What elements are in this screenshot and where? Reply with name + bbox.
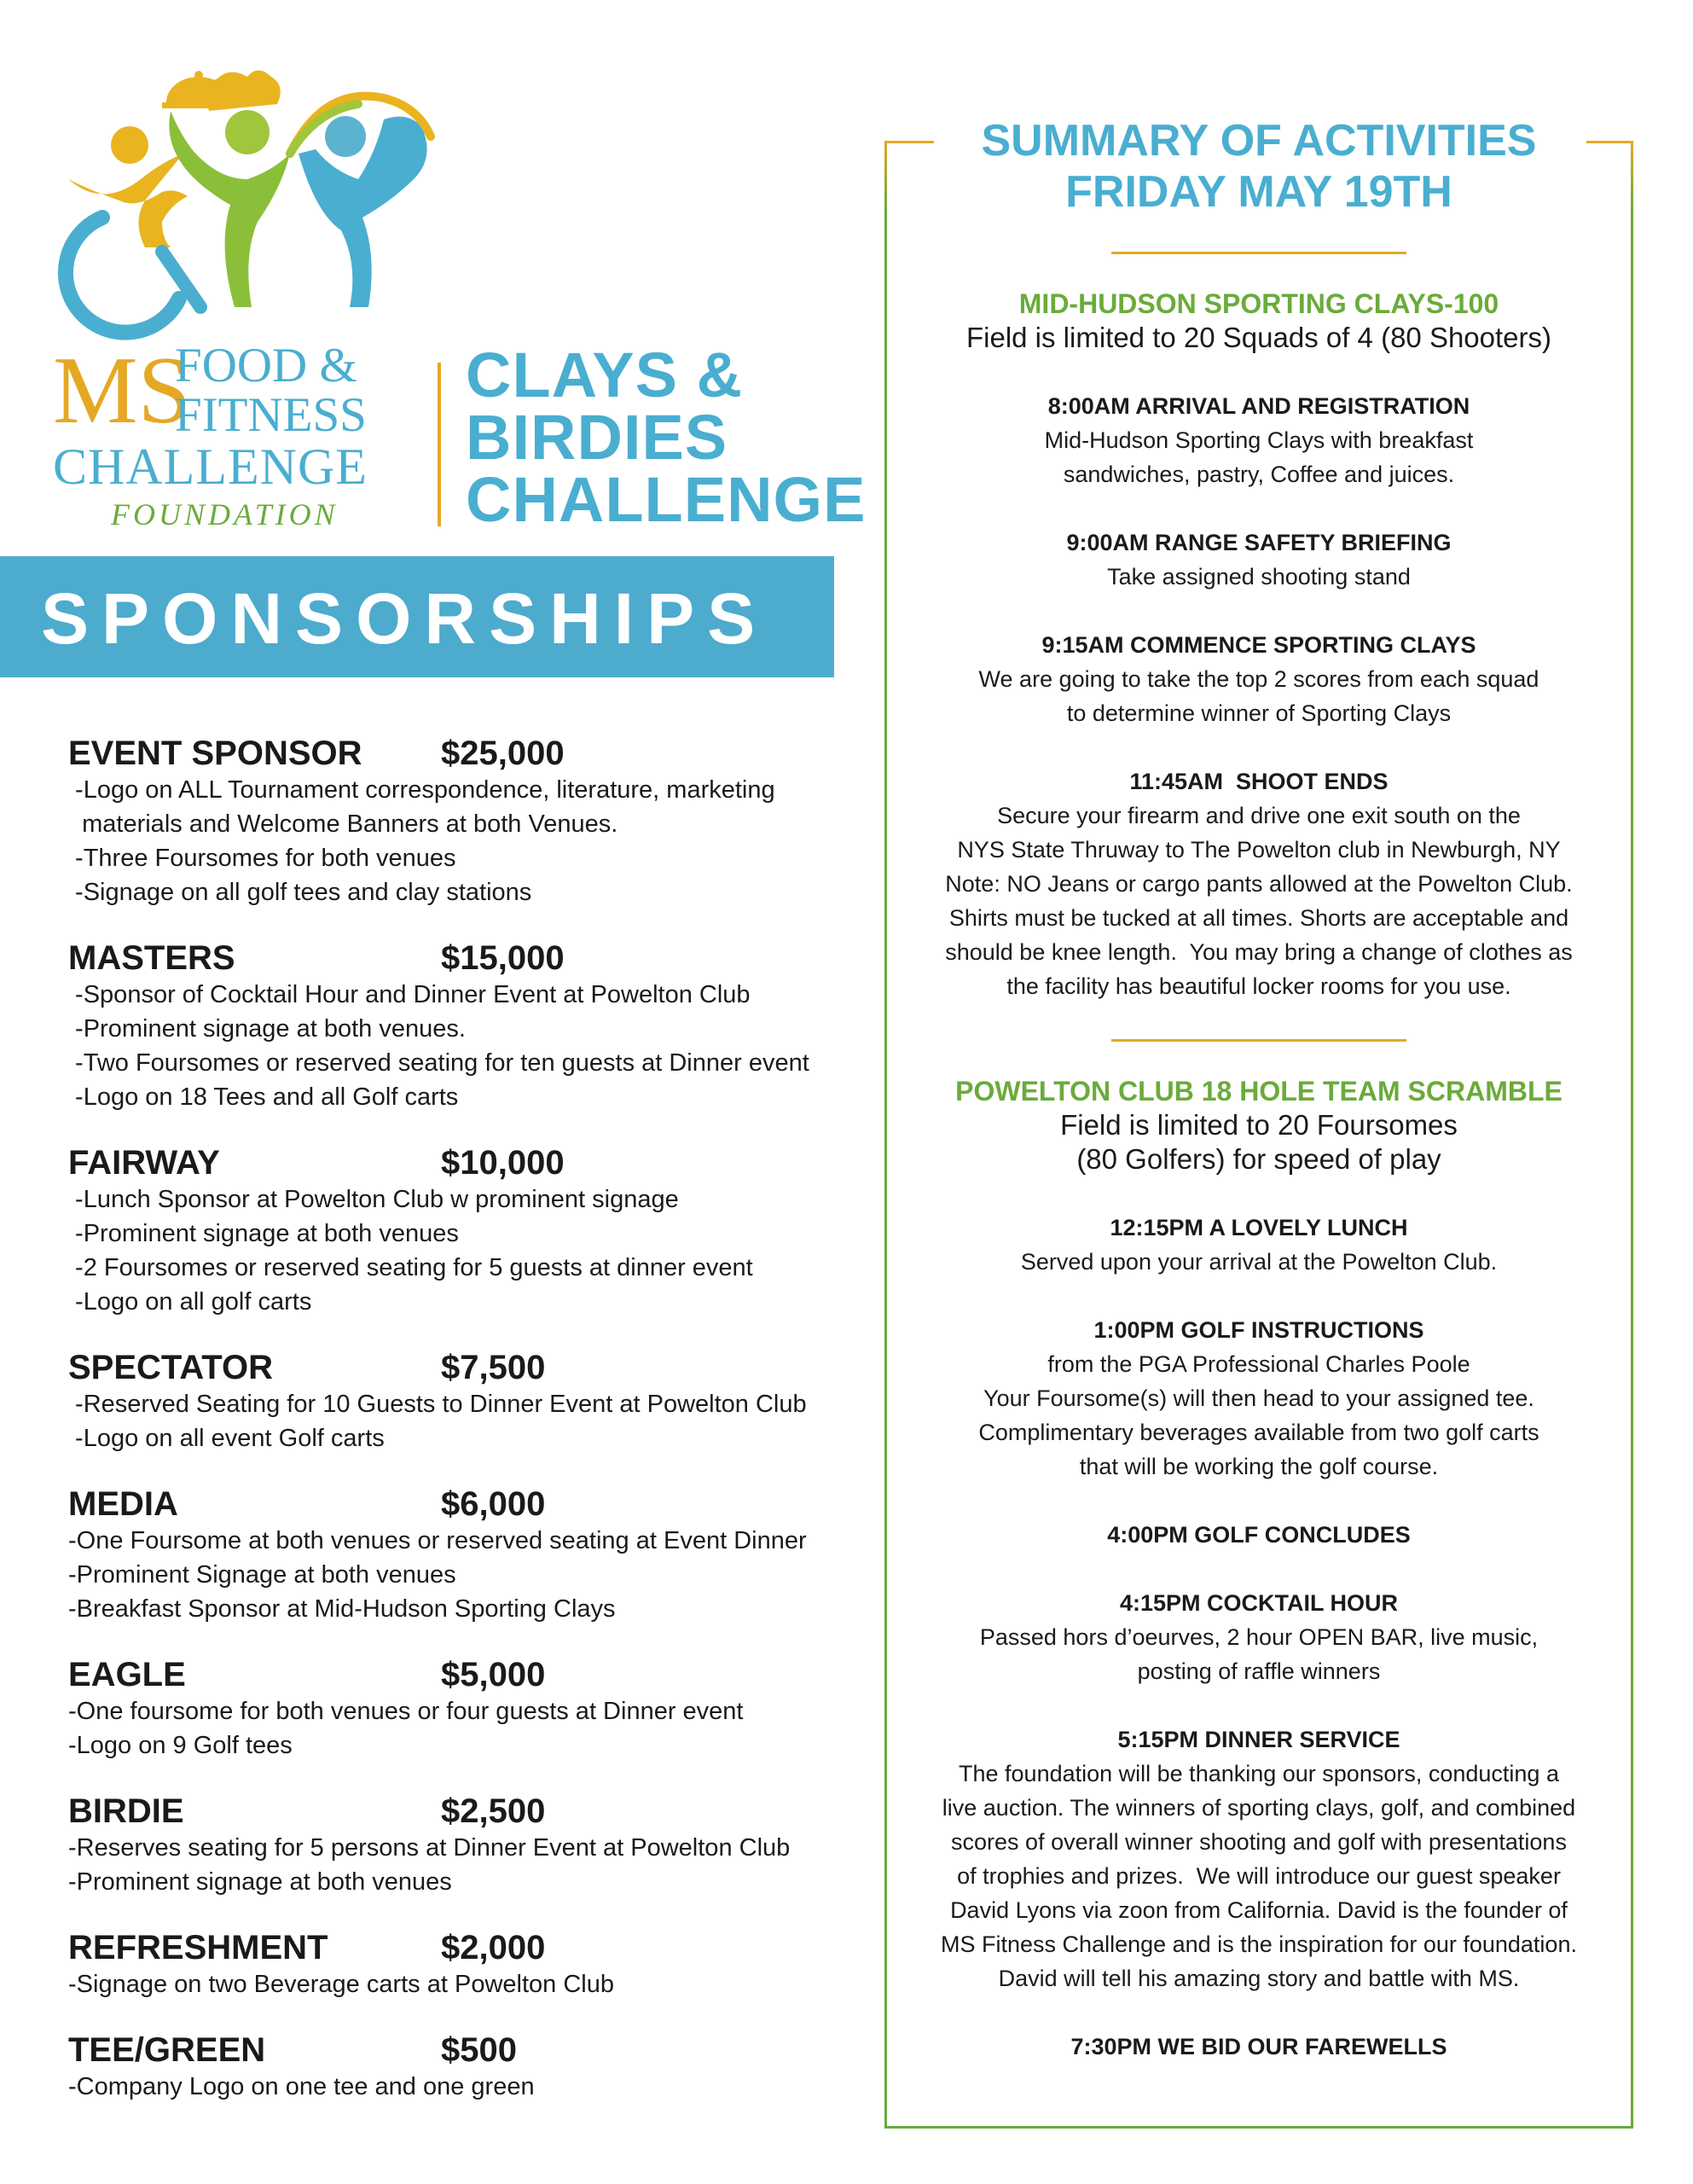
schedule-item-line: NYS State Thruway to The Powelton club in Newburgh, NY [957, 837, 1561, 863]
schedule-item [904, 2030, 1614, 2064]
schedule-item [904, 1211, 1614, 1279]
logo-fitness-text: FITNESS [175, 388, 367, 442]
tier-header [68, 1928, 836, 1967]
tier-price: $2,500 [441, 1792, 546, 1830]
tier-benefit: -Prominent Signage at both venues [68, 1561, 456, 1589]
section-subtitle: Field is limited to 20 Foursomes [1060, 1109, 1458, 1141]
section-subtitle: Field is limited to 20 Squads of 4 (80 Shooters) [965, 322, 1552, 353]
tier-benefit: -Two Foursomes or reserved seating for ten guests at Dinner event [68, 1049, 809, 1077]
logo-food-text: FOOD & [175, 339, 357, 392]
schedule-item-line: should be knee length. You may bring a change of clothes as [945, 939, 1573, 965]
sponsorship-tier [68, 1143, 836, 1319]
tier-price: $500 [441, 2031, 517, 2069]
schedule-item-time: 11:45AM SHOOT ENDS [1129, 769, 1389, 794]
tier-benefit: -Breakfast Sponsor at Mid-Hudson Sporting Clays [68, 1595, 616, 1623]
sponsorships-heading: SPONSORSHIPS [41, 578, 768, 659]
schedule-item-line: The foundation will be thanking our sponsors, conducting a [959, 1761, 1559, 1786]
tier-name: REFRESHMENT [68, 1929, 328, 1966]
svg-text:MS: MS [53, 338, 191, 439]
schedule-item-line: MS Fitness Challenge and is the inspiration for our foundation. [941, 1931, 1577, 1957]
tier-benefit: -Prominent signage at both venues [68, 1868, 452, 1896]
schedule-item-line: Secure your firearm and drive one exit south on the [997, 803, 1521, 828]
schedule-item-line: Served upon your arrival at the Powelton Club. [1020, 1249, 1498, 1275]
schedule-item-line: We are going to take the top 2 scores from each squad [978, 666, 1539, 692]
sponsorship-tier [68, 1348, 836, 1455]
tier-benefit: -Prominent signage at both venues [68, 1220, 459, 1247]
schedule-item-line: David Lyons via zoon from California. David is the founder of [950, 1897, 1568, 1923]
schedule-item [904, 1313, 1614, 1484]
tier-benefit: -Three Foursomes for both venues [68, 845, 456, 872]
foundation-logo-figures [34, 51, 444, 358]
schedule-item-line: Complimentary beverages available from two golf carts [978, 1420, 1539, 1445]
logo-divider [438, 363, 441, 526]
schedule-item-line: David will tell his amazing story and battle with MS. [998, 1966, 1520, 1991]
tier-header [68, 1348, 836, 1387]
tier-benefit: -Logo on 18 Tees and all Golf carts [68, 1083, 459, 1111]
schedule-item [904, 1518, 1614, 1552]
tier-name: EAGLE [68, 1656, 186, 1693]
schedule-item [904, 1586, 1614, 1688]
summary-of-activities [904, 115, 1614, 2064]
sponsorship-tier [68, 1655, 836, 1763]
tier-benefit: -Logo on ALL Tournament correspondence, literature, marketing [68, 776, 775, 804]
tier-price: $2,000 [441, 1929, 546, 1966]
schedule-item-line: posting of raffle winners [1137, 1658, 1381, 1684]
tier-price: $6,000 [441, 1485, 546, 1523]
tier-header [68, 1792, 836, 1831]
schedule-item [904, 764, 1614, 1003]
tier-name: TEE/GREEN [68, 2031, 266, 2069]
schedule-item-line: sandwiches, pastry, Coffee and juices. [1063, 462, 1455, 487]
tier-benefit: -Reserves seating for 5 persons at Dinner Event at Powelton Club [68, 1834, 791, 1862]
sponsorship-tier [68, 734, 836, 909]
tier-header [68, 1143, 836, 1182]
schedule-item-time: 7:30PM WE BID OUR FAREWELLS [1070, 2034, 1447, 2059]
sponsorships-banner [0, 556, 834, 677]
tier-header [68, 938, 836, 978]
summary-title-line: FRIDAY MAY 19TH [1065, 167, 1452, 217]
sponsorship-tier [68, 1484, 836, 1626]
schedule-item [904, 628, 1614, 730]
tier-benefit: -Signage on two Beverage carts at Powelton Club [68, 1971, 614, 1998]
schedule-item-line: the facility has beautiful locker rooms for you use. [1006, 973, 1511, 999]
section-spacer [904, 1003, 1614, 1005]
tier-name: FAIRWAY [68, 1144, 220, 1182]
sponsorship-tier-list [68, 734, 836, 2133]
schedule-item-line: of trophies and prizes. We will introduce our guest speaker [957, 1863, 1561, 1889]
tier-benefit: -Reserved Seating for 10 Guests to Dinner Event at Powelton Club [68, 1391, 807, 1418]
schedule-item-line: Note: NO Jeans or cargo pants allowed at the Powelton Club. [945, 871, 1573, 897]
schedule-item-time: 9:15AM COMMENCE SPORTING CLAYS [1041, 632, 1476, 658]
schedule-item [904, 526, 1614, 594]
tier-benefit: -Logo on 9 Golf tees [68, 1732, 293, 1759]
schedule-item-time: 5:15PM DINNER SERVICE [1117, 1727, 1400, 1752]
tier-header [68, 734, 836, 773]
schedule-item-time: 12:15PM A LOVELY LUNCH [1110, 1215, 1408, 1240]
tier-benefit: -Logo on all golf carts [68, 1288, 312, 1316]
summary-title-line: SUMMARY OF ACTIVITIES [981, 116, 1537, 166]
tier-benefit: -Prominent signage at both venues. [68, 1015, 466, 1043]
tier-header [68, 1655, 836, 1694]
sponsorship-tier [68, 938, 836, 1114]
logo-challenge-text: CHALLENGE [53, 439, 368, 495]
schedule-item [904, 1722, 1614, 1995]
tier-benefit: -Logo on all event Golf carts [68, 1425, 385, 1452]
sponsorship-tier [68, 1928, 836, 2001]
schedule-item-line: from the PGA Professional Charles Poole [1047, 1351, 1470, 1377]
tier-header [68, 1484, 836, 1524]
schedule-item-line: Your Foursome(s) will then head to your assigned tee. [983, 1385, 1534, 1411]
schedule-item-line: that will be working the golf course. [1079, 1454, 1439, 1479]
schedule-item-time: 9:00AM RANGE SAFETY BRIEFING [1066, 530, 1452, 555]
tier-price: $5,000 [441, 1656, 546, 1693]
event-title-line: BIRDIES [466, 402, 728, 473]
schedule-item-time: 4:15PM COCKTAIL HOUR [1119, 1590, 1399, 1616]
event-title [466, 340, 867, 535]
summary-box-edge [1631, 141, 1633, 209]
tier-name: EVENT SPONSOR [68, 735, 362, 772]
tier-price: $25,000 [441, 735, 565, 772]
event-title-line: CLAYS & [466, 340, 744, 410]
tier-benefit: -Signage on all golf tees and clay stations [68, 879, 532, 906]
tier-benefit: -Sponsor of Cocktail Hour and Dinner Event at Powelton Club [68, 981, 751, 1008]
schedule-item-line: scores of overall winner shooting and golf with presentations [951, 1829, 1567, 1855]
schedule-item-time: 8:00AM ARRIVAL AND REGISTRATION [1047, 393, 1470, 419]
tier-price: $10,000 [441, 1144, 565, 1182]
tier-benefit: materials and Welcome Banners at both Venues. [68, 810, 618, 838]
tier-price: $15,000 [441, 939, 565, 977]
tier-name: MEDIA [68, 1485, 178, 1523]
sponsorship-tier [68, 2030, 836, 2104]
section-title: POWELTON CLUB 18 HOLE TEAM SCRAMBLE [955, 1076, 1563, 1107]
logo-wordmark [175, 341, 422, 440]
event-title-line: CHALLENGE [466, 464, 867, 535]
section-title: MID-HUDSON SPORTING CLAYS-100 [1018, 288, 1499, 319]
tier-header [68, 2030, 836, 2070]
schedule-item-time: 4:00PM GOLF CONCLUDES [1107, 1522, 1411, 1548]
schedule-item-line: live auction. The winners of sporting clays, golf, and combined [942, 1795, 1576, 1821]
schedule-item-time: 1:00PM GOLF INSTRUCTIONS [1093, 1317, 1424, 1343]
summary-sections [904, 252, 1614, 2064]
tier-name: SPECTATOR [68, 1349, 274, 1386]
tier-name: BIRDIE [68, 1792, 184, 1830]
schedule-item-line: to determine winner of Sporting Clays [1066, 700, 1452, 726]
schedule-item-line: Take assigned shooting stand [1107, 564, 1411, 590]
tier-benefit: -One foursome for both venues or four guests at Dinner event [68, 1698, 744, 1725]
logo-foundation-text: FOUNDATION [111, 497, 339, 531]
sponsorship-tier [68, 1792, 836, 1899]
schedule-item-line: Shirts must be tucked at all times. Shorts are acceptable and [948, 905, 1569, 931]
tier-benefit: -Company Logo on one tee and one green [68, 2073, 535, 2100]
schedule-item-line: Mid-Hudson Sporting Clays with breakfast [1044, 427, 1474, 453]
summary-box-edge [884, 141, 887, 209]
schedule-item [904, 389, 1614, 491]
section-subtitle: (80 Golfers) for speed of play [1076, 1143, 1441, 1175]
schedule-item-line: Passed hors d’oeurves, 2 hour OPEN BAR, live music, [979, 1624, 1539, 1650]
summary-divider [1111, 252, 1406, 254]
tier-benefit: -One Foursome at both venues or reserved seating at Event Dinner [68, 1527, 807, 1554]
tier-benefit: -Lunch Sponsor at Powelton Club w prominent signage [68, 1186, 679, 1213]
tier-price: $7,500 [441, 1349, 546, 1386]
summary-divider [1111, 1039, 1406, 1042]
tier-benefit: -2 Foursomes or reserved seating for 5 guests at dinner event [68, 1254, 753, 1281]
tier-name: MASTERS [68, 939, 235, 977]
